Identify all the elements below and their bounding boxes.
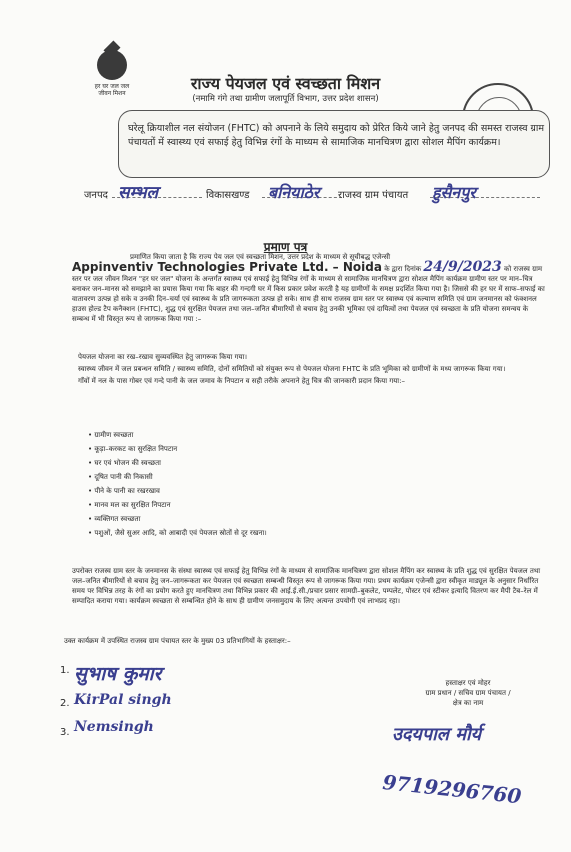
district-value: सम्भल [118, 183, 159, 203]
certificate-heading: प्रमाण पत्र [263, 240, 308, 254]
district-label: जनपद [84, 190, 108, 201]
department-subtitle: (नमामि गंगे तथा ग्रामीण जलापूर्ति विभाग, उत्तर प्रदेश शासन) [192, 94, 379, 104]
participant-signature-3: Nemsingh [74, 719, 154, 735]
authority-block [388, 678, 548, 708]
logo-caption: हर घर जल जल जीवन मिशन [94, 83, 130, 97]
topic-item: • ग्रामीण स्वच्छता [88, 428, 448, 442]
authority-signature: उदयपाल मौर्य [392, 724, 482, 745]
panchayat-value: हुसैनपुर [432, 183, 476, 202]
program-date: 24/9/2023 [423, 259, 502, 275]
block-label: विकासखण्ड [206, 190, 250, 201]
topic-item: • दूषित पानी की निकासी [88, 470, 448, 484]
certificate-paragraph-2: उपरोक्त राजस्व ग्राम स्तर के जनमानस के संस्था स्वास्थ्य एवं सफाई हेतु विभिन्न रंगों के माध्यम से सामाजिक मानचित्रण द्वारा सोशल मैपिंग कर स्वास्थ्य के प्रति शुद्ध एवं सुरक्षित पेयजल तथा जल–जनित बीमारियों से बचाव हेतु जन–जागरूकता कर पेयजल एवं स्वच्छता सम्बन्धी विस्तृत रूप से जागरूक किया गया। प्रथम कार्यक्रम एजेन्सी द्वारा स्वीकृत माड्यूल के अनुसार निर्धारित समय पर विभिन्न तरह के रंगों का प्रयोग करते हुए मानचित्रण तथा विभिन्न प्रकार की आई.ई.सी./प्रचार प्रसार सामग्री–बुकलेट, पम्पलेट, पोस्टर एवं स्टीकर इत्यादि वितरण कर मैपी टैब–रेल में सम्पादित कराया गया। कार्यक्रम स्वच्छता से सम्बन्धित होने के साथ ही ग्रामीण जनसमुदाय के लिए अत्यन्त उपयोगी एवं लाभप्रद रहा। [72, 567, 541, 605]
awareness-list [78, 352, 548, 386]
intro-text: प्रमाणित किया जाता है कि राज्य पेय जल एवं स्वच्छता मिशन, उत्तर प्रदेश के माध्यम से सूचीबद्ध एजेन्सी [130, 253, 391, 261]
mission-title: राज्य पेयजल एवं स्वच्छता मिशन [190, 74, 381, 93]
topic-item: • कूड़ा–करकट का सुरक्षित निपटान [88, 442, 448, 456]
topic-item: • पशुओं, जैसे सुअर आदि, को आबादी एवं पेयजल स्रोतों से दूर रखना। [88, 526, 448, 540]
participant-number-2: 2. [60, 698, 70, 709]
block-value: बनियाठेर [268, 183, 320, 202]
participant-number-1: 1. [60, 665, 70, 676]
topic-item: • पीने के पानी का रखरखाव [88, 484, 448, 498]
awareness-item: गाँवों में नल के पास गोबर एवं गन्दे पानी के जल जमाव के निपटान व सही तरीके अपनाने हेतु चित्र की जानकारी प्रदान किया गया:– [78, 377, 405, 385]
participant-number-3: 3. [60, 727, 70, 738]
topic-item: • व्यक्तिगत स्वच्छता [88, 512, 448, 526]
attendance-note: उक्त कार्यक्रम में उपस्थित राजस्व ग्राम पंचायत स्तर के मुख्य 03 प्रतिभागियों के हस्ताक्षर:– [64, 637, 291, 645]
authority-phone: 9719296760 [381, 770, 523, 809]
authority-label-3: क्षेत्र का नाम [452, 699, 484, 707]
certificate-paragraph-1: को राजस्व ग्राम स्तर पर जल जीवन मिशन "हर घर जल" योजना के अन्तर्गत स्वास्थ्य एवं सफाई हेतु विभिन्न रंगों के माध्यम से सामाजिक मानचित्रण द्वारा सोशल मैपिंग कार्यक्रम ग्रामीण स्तर पर मान–चित्र बनाकर जन–मानस को समझाने का प्रयास किया गया कि बाहर की गन्दगी घर में किस प्रकार प्रवेश करती है यह ग्रामीणों के समक्ष प्रदर्शित किया गया है। जिससे की हर घर में साफ–सफाई का वातावरण उत्पन्न हो सके व उनकी दिन–चर्या एवं स्वास्थ्य के प्रति जागरूकता उत्पन्न हो सके। साथ ही साथ राजस्व ग्राम स्तर पर स्वास्थ्य एवं कल्याण समिति एवं ग्राम जनमानस को फंक्शनल हाउस होल्ड टैप कनैक्शन (FHTC), शुद्ध एवं सुरक्षित पेयजल तथा जल–जनित बीमारियों से बचाव हेतु उनकी भूमिका एवं दायित्वों तथा पेयजल एवं स्वच्छता के प्रति योजना समन्वय के सम्बन्ध में भी विस्तृत रूप से जागरूक किया गया :– [72, 265, 545, 323]
authority-label-1: हस्ताक्षर एवं मोहर [445, 679, 491, 687]
topic-item: • घर एवं भोजन की स्वच्छता [88, 456, 448, 470]
participant-signature-1: सुभाष कुमार [74, 663, 162, 685]
panchayat-label: राजस्व ग्राम पंचायत [338, 190, 409, 201]
authority-label-2: ग्राम प्रधान / सचिव ग्राम पंचायत / [425, 689, 511, 697]
awareness-item: स्वास्थ्य जीवन में जल प्रबन्धन समिति / स्वास्थ्य समिति, दोनों समितियों को संयुक्त रूप से पेयजल योजना FHTC के प्रति भूमिका को ग्रामीणों के मध्य जागरूक किया गया। [78, 365, 506, 373]
awareness-item: पेयजल योजना का रख–रखाव सुव्यवस्थित हेतु जागरूक किया गया। [78, 353, 248, 361]
topic-item: • मानव मल का सुरक्षित निपटान [88, 498, 448, 512]
date-prefix: के द्वारा दिनांक [384, 265, 422, 273]
hygiene-topics-list [88, 428, 448, 540]
agency-name: Appinventiv Technologies Private Ltd. – Noida [72, 260, 382, 274]
participant-signature-2: KirPal singh [74, 692, 172, 708]
certificate-intro [72, 252, 547, 324]
program-description: घरेलू क्रियाशील नल संयोजन (FHTC) को अपनाने के लिये समुदाय को प्रेरित किये जाने हेतु जनपद की समस्त राजस्व ग्राम पंचायतों में स्वास्थ्य एवं सफाई हेतु विभिन्न रंगों के माध्यम से सामाजिक मानचित्रण द्वारा सोशल मैपिंग कार्यक्रम। [128, 123, 545, 148]
